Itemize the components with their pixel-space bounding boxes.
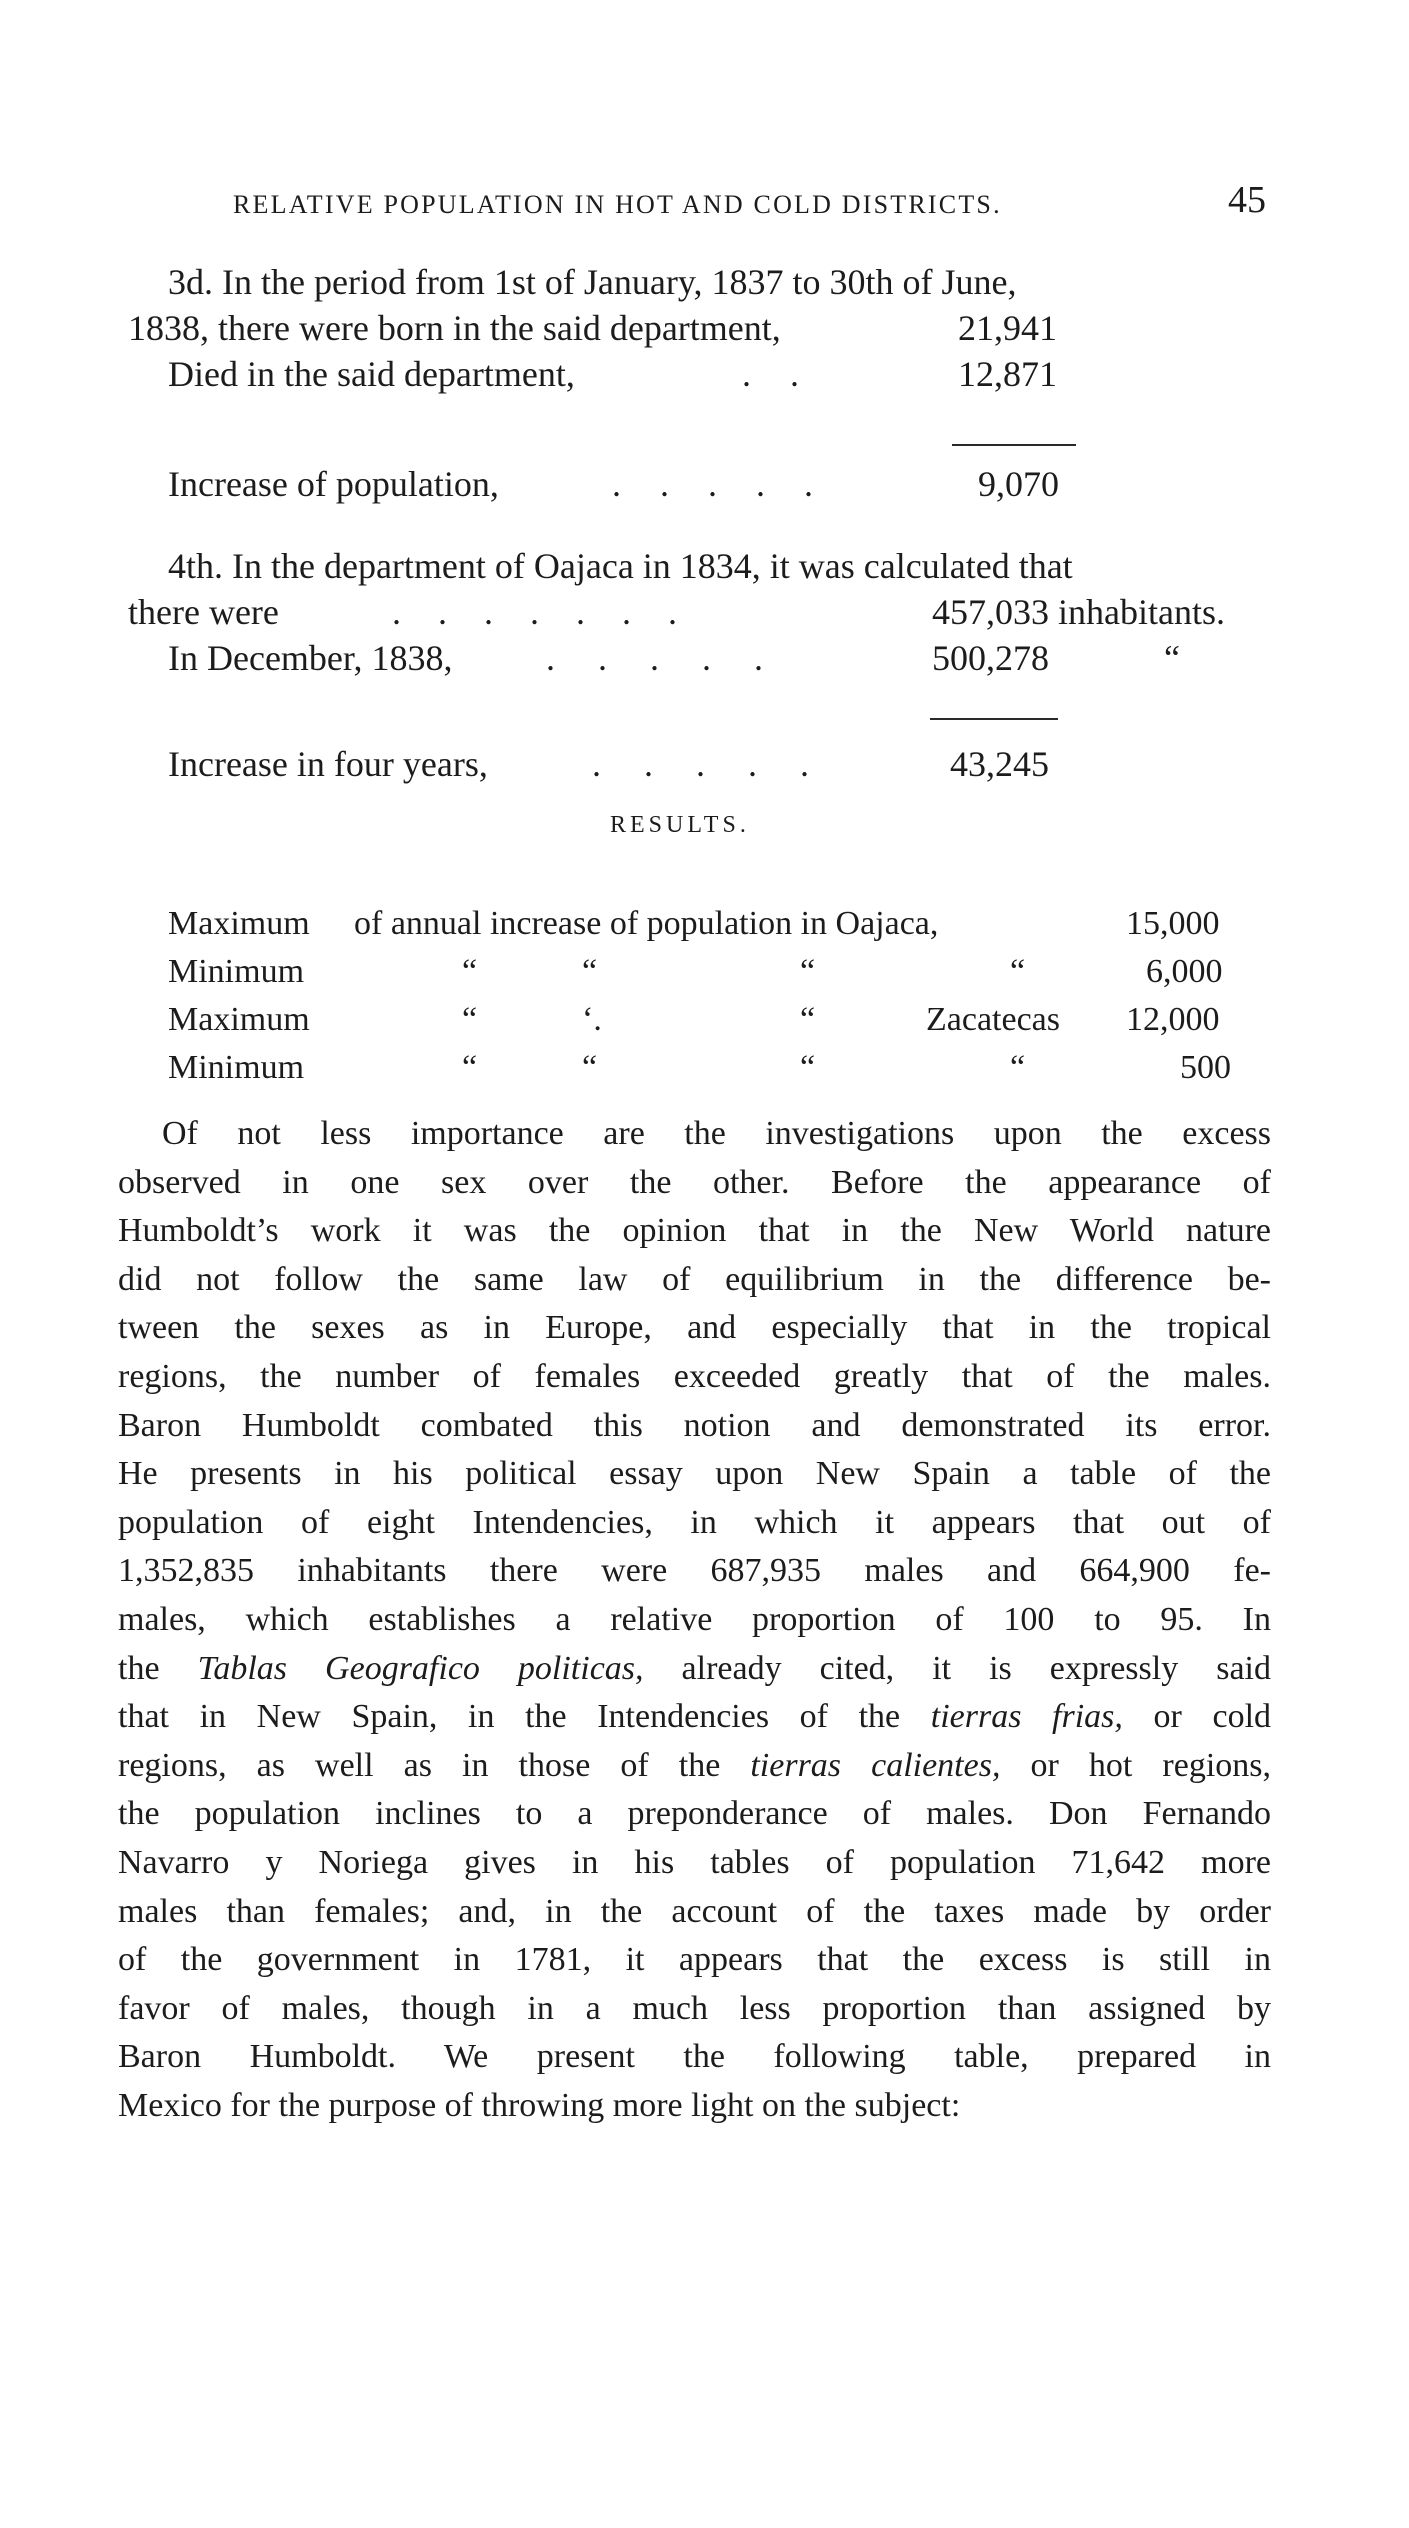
paragraph-line: regions, the number of females exceeded greatly that of the males. [118, 1357, 1271, 1395]
result-row-label: Maximum [168, 1001, 310, 1038]
ditto-mark: ‘. [582, 1001, 602, 1038]
died-label: Died in the said department, [168, 354, 575, 394]
increase-value-4th: 43,245 [950, 744, 1049, 784]
result-row-value: 500 [1180, 1049, 1231, 1086]
paragraph-text: that in New Spain, in the Intendencies of the [118, 1698, 901, 1736]
increase-label-4th: Increase in four years, [168, 744, 488, 784]
ditto-mark: “ [582, 1049, 598, 1086]
section-3d-line2: 1838, there were born in the said department, [128, 308, 781, 348]
paragraph-line: Of not less importance are the investigations upon the excess [162, 1115, 1271, 1152]
increase-leader-3d: . . . . . [612, 464, 813, 504]
paragraph-line: Mexico for the purpose of throwing more light on the subject: [118, 2086, 961, 2124]
increase-value-3d: 9,070 [978, 464, 1059, 504]
ditto-mark: “ [1010, 953, 1026, 990]
increase-label-3d: Increase of population, [168, 464, 499, 504]
italic-title-tablas: Tablas Geografico politicas, [197, 1649, 644, 1687]
ditto-mark: “ [582, 953, 598, 990]
paragraph-text: already cited, it is expressly said [681, 1649, 1271, 1687]
results-heading: RESULTS. [610, 812, 750, 838]
page-number: 45 [1228, 179, 1266, 221]
body-paragraph [118, 1110, 1271, 2130]
there-were-value: 457,033 inhabitants. [932, 592, 1225, 632]
result-row-label: Minimum [168, 953, 305, 990]
paragraph-line: favor of males, though in a much less proportion than assigned by [118, 1989, 1271, 2027]
december-label: In December, 1838, [168, 638, 453, 678]
italic-term-tierras-frias: tierras frias, [930, 1698, 1123, 1736]
paragraph-line [118, 1693, 1271, 1742]
born-value: 21,941 [958, 308, 1057, 348]
result-row-place: Zacatecas [926, 1001, 1060, 1038]
result-row-value: 12,000 [1126, 1001, 1220, 1038]
died-leader: . . [742, 354, 799, 394]
paragraph-line: did not follow the same law of equilibrium in the difference be- [118, 1260, 1271, 1298]
ditto-mark: “ [800, 1001, 816, 1038]
result-row-label: Minimum [168, 1049, 305, 1086]
ditto-mark: “ [462, 953, 478, 990]
paragraph-line: observed in one sex over the other. Before the appearance of [118, 1163, 1271, 1201]
result-row-value: 6,000 [1146, 953, 1223, 990]
paragraph-line: population of eight Intendencies, in which it appears that out of [118, 1503, 1271, 1541]
paragraph-line: Navarro y Noriega gives in his tables of population 71,642 more [118, 1843, 1271, 1881]
running-title: RELATIVE POPULATION IN HOT AND COLD DISTRICTS. [233, 190, 1002, 219]
paragraph-line: Humboldt’s work it was the opinion that in the New World nature [118, 1212, 1271, 1250]
paragraph-line: males than females; and, in the account of the taxes made by order [118, 1892, 1271, 1930]
paragraph-text: or hot regions, [1030, 1746, 1271, 1784]
result-row-value: 15,000 [1126, 905, 1220, 942]
paragraph-line: Baron Humboldt. We present the following table, prepared in [118, 2038, 1271, 2076]
paragraph-line: 1,352,835 inhabitants there were 687,935 males and 664,900 fe- [118, 1552, 1271, 1590]
paragraph-line: He presents in his political essay upon New Spain a table of the [118, 1455, 1271, 1493]
paragraph-line [118, 1742, 1271, 1791]
paragraph-text: the [118, 1649, 160, 1687]
section-3d-line1: 3d. In the period from 1st of January, 1837 to 30th of June, [168, 262, 1017, 302]
december-leader: . . . . . [546, 638, 763, 678]
paragraph-text: or cold [1153, 1698, 1272, 1736]
there-were-label: there were [128, 592, 279, 632]
paragraph-line: Baron Humboldt combated this notion and demonstrated its error. [118, 1406, 1271, 1444]
died-value: 12,871 [958, 354, 1057, 394]
section-4th-line1: 4th. In the department of Oajaca in 1834, it was calculated that [168, 546, 1073, 586]
sum-rule-4th [930, 718, 1058, 720]
result-row-label: Maximum [168, 905, 310, 942]
december-value: 500,278 [932, 638, 1049, 678]
there-were-leader: . . . . . . . [392, 592, 677, 632]
ditto-mark: “ [1010, 1049, 1026, 1086]
ditto-mark: “ [462, 1049, 478, 1086]
paragraph-line: of the government in 1781, it appears that the excess is still in [118, 1941, 1271, 1979]
paragraph-line: tween the sexes as in Europe, and especially that in the tropical [118, 1309, 1271, 1347]
paragraph-line: the population inclines to a preponderance of males. Don Fernando [118, 1795, 1271, 1833]
december-ditto: “ [1164, 638, 1180, 678]
result-row-text: of annual increase of population in Oajaca, [354, 905, 939, 942]
sum-rule-3d [952, 444, 1076, 446]
ditto-mark: “ [800, 953, 816, 990]
increase-leader-4th: . . . . . [592, 744, 809, 784]
ditto-mark: “ [462, 1001, 478, 1038]
paragraph-line [118, 1645, 1271, 1694]
paragraph-line: males, which establishes a relative proportion of 100 to 95. In [118, 1600, 1271, 1638]
ditto-mark: “ [800, 1049, 816, 1086]
paragraph-text: regions, as well as in those of the [118, 1746, 721, 1784]
italic-term-tierras-calientes: tierras calientes, [750, 1746, 1001, 1784]
